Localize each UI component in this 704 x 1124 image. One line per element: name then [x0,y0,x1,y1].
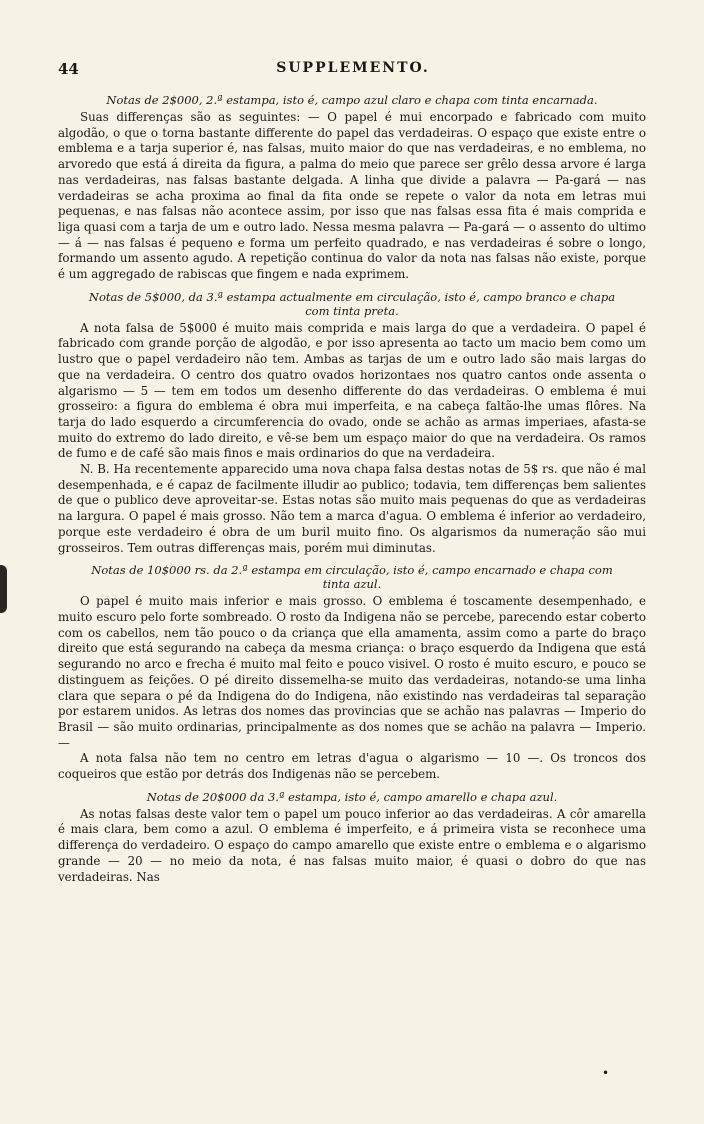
section-title: Notas de 5$000, da 3.ª estampa actualmente em circulação, isto é, campo branco e chapa com tinta preta. [88,289,616,318]
page-number: 44 [58,60,79,78]
paragraph: Suas differenças são as seguintes: — O papel é mui encorpado e fabricado com muito algodão, o que o torna bastante differente do papel das verdadeiras. O espaço que existe entre o emblema e a tarja superior é, nas falsas, muito maior do que nas verdadeiras, e no emblema, no arvoredo que está á direita da figura, a palma do meio que parece ser grêlo dessa arvore é larga nas verdadeiras, nas falsas bastante delgada. A linha que divide a palavra — Pa-gará — nas verdadeiras se acha proxima ao final da fita onde se repete o valor da nota em letras mui pequenas, e nas falsas não acontece assim, por isso que nas falsas essa fita é mais comprida e liga quasi com a tarja de um e outro lado. Nessa mesma palavra — Pa-gará — o assento do ultimo — á — nas falsas é pequeno e forma um perfeito quadrado, e nas verdadeiras é sobre o longo, formando um assento agudo. A repetição continua do valor da nota nas falsas não existe, porque é um aggregado de rabiscas que fingem e nada exprimem. [58,110,646,282]
page-header [58,60,648,82]
section-title: Notas de 10$000 rs. da 2.ª estampa em circulação, isto é, campo encarnado e chapa com tinta azul. [91,563,613,592]
ink-dot-icon: • [602,1066,610,1080]
paragraph: A nota falsa não tem no centro em letras d'agua o algarismo — 10 —. Os troncos dos coqueiros que estão por detrás dos Indigenas não se percebem. [58,751,646,782]
running-title: SUPPLEMENTO. [276,60,430,76]
paragraph: As notas falsas deste valor tem o papel um pouco inferior ao das verdadeiras. A côr amarella é mais clara, bem como a azul. O emblema é imperfeito, e á primeira vista se reconhece uma differença do verdadeiro. O espaço do campo amarello que existe entre o emblema e o algarismo grande — 20 — no meio da nota, é nas falsas muito maior, é quasi o dobro do que nas verdadeiras. Nas [58,806,646,884]
binding-shadow [0,565,7,613]
paragraph: O papel é muito mais inferior e mais grosso. O emblema é toscamente desempenhado, e muito escuro pelo forte sombreado. O rosto da Indigena não se percebe, parecendo estar coberto com os cabellos, nem tão pouco o da criança que ella amamenta, assim como a parte do braço direito que está segurando na cabeça da mesma criança: o braço esquerdo da Indigena que está segurando no arco e frecha é muito mal feito e pouco visivel. O rosto é muito escuro, e pouco se distinguem as feições. O pé direito dissemelha-se muito das verdadeiras, notando-se uma linha clara que separa o pé da Indigena do do Indigena, não existindo nas verdadeiras tal separação por estarem unidos. As letras dos nomes das provincias que se achão nas palavras — Imperio do Brasil — são muito ordinarias, principalmente as dos nomes que se achão na palavra — Imperio. — [58,594,646,750]
paragraph: A nota falsa de 5$000 é muito mais comprida e mais larga do que a verdadeira. O papel é fabricado com grande porção de algodão, e por isso apresenta ao tacto um macio bem como um lustro que o papel verdadeiro não tem. Ambas as tarjas de um e outro lado são mais largas do que na verdadeira. O centro dos quatro ovados horizontaes nos quatro cantos onde assenta o algarismo — 5 — tem em todos um desenho differente do das verdadeiras. O emblema é mui grosseiro: a figura do emblema é obra mui imperfeita, e na cabeça faltão-lhe umas flôres. Na tarja do lado esquerdo a circumferencia do ovado, onde se achão as armas imperiaes, afasta-se muito do extremo do lado direito, e vê-se bem um espaço maior do que na verdadeira. Os ramos de fumo e de café são mais finos e mais ordinarios do que na verdadeira. [58,320,646,461]
section-2000 [58,93,646,283]
section-5000 [58,290,646,557]
page-body [58,86,646,885]
paragraph-nb: N. B. Ha recentemente apparecido uma nova chapa falsa destas notas de 5$ rs. que não é mal desempenhada, e é capaz de facilmente illudir ao publico; todavia, tem differenças bem salientes de que o publico deve aproveitar-se. Estas notas são muito mais pequenas do que as verdadeiras na largura. O papel é mais grosso. Não tem a marca d'agua. O emblema é inferior ao verdadeiro, porque este verdadeiro é obra de um buril muito fino. Os algarismos da numeração são mui grosseiros. Tem outras differenças mais, porém mui diminutas. [58,462,646,555]
section-20000 [58,790,646,886]
section-10000 [58,563,646,782]
section-title: Notas de 2$000, 2.ª estampa, isto é, campo azul claro e chapa com tinta encarnada. [106,93,598,107]
section-title: Notas de 20$000 da 3.ª estampa, isto é, campo amarello e chapa azul. [146,789,558,804]
